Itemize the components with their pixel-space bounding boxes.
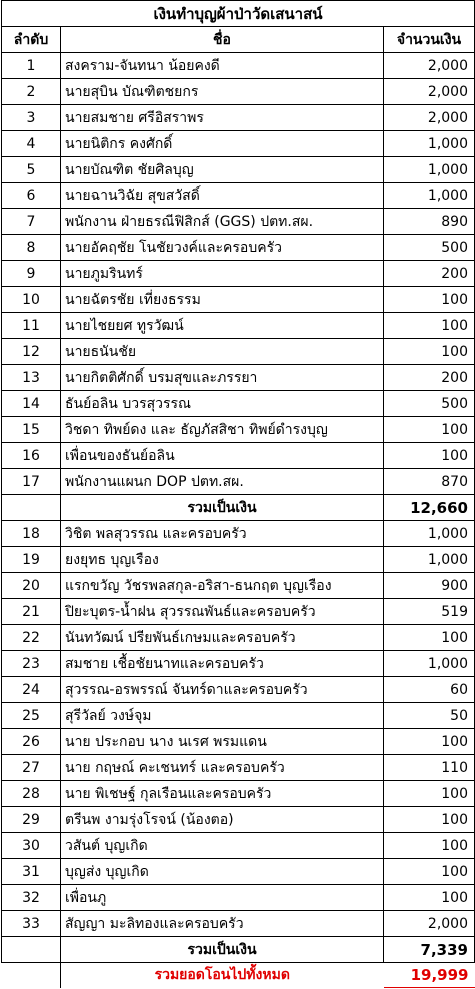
row-number: 15 (2, 417, 61, 443)
subtotal-row-1 (2, 495, 475, 521)
donation-amount: 100 (384, 417, 475, 443)
row-number: 13 (2, 365, 61, 391)
grand-total-row (2, 963, 475, 988)
row-number: 21 (2, 599, 61, 625)
table-row (2, 391, 475, 417)
donor-name: สุวรรณ-อรพรรณ์ จันทร์ดาและครอบครัว (61, 677, 384, 703)
row-number: 27 (2, 755, 61, 781)
row-number: 29 (2, 807, 61, 833)
donation-amount: 60 (384, 677, 475, 703)
donor-name: นาย ประกอบ นาง นเรศ พรมแดน (61, 729, 384, 755)
row-number: 22 (2, 625, 61, 651)
donation-amount: 1,000 (384, 521, 475, 547)
row-number: 32 (2, 885, 61, 911)
grand-total-amount: 19,999 (384, 963, 475, 988)
donation-amount: 100 (384, 625, 475, 651)
subtotal-row-2 (2, 937, 475, 963)
row-number: 16 (2, 443, 61, 469)
donor-name: นายกิตติศักดิ์ บรมสุขและภรรยา (61, 365, 384, 391)
donation-amount: 100 (384, 859, 475, 885)
donor-name: พนักงาน ฝ่ายธรณีฟิสิกส์ (GGS) ปตท.สผ. (61, 209, 384, 235)
donor-name: นายฉัตรชัย เที่ยงธรรม (61, 287, 384, 313)
donation-amount: 1,000 (384, 183, 475, 209)
donation-amount: 2,000 (384, 911, 475, 937)
donor-name: พนักงานแผนก DOP ปตท.สผ. (61, 469, 384, 495)
donor-name: นายภูมรินทร์ (61, 261, 384, 287)
group-1 (2, 53, 475, 495)
donor-name: นายอัคฤชัย โนชัยวงค์และครอบครัว (61, 235, 384, 261)
row-number: 24 (2, 677, 61, 703)
table-row (2, 885, 475, 911)
table-row (2, 417, 475, 443)
donation-amount: 2,000 (384, 53, 475, 79)
donor-name: เพื่อนภู (61, 885, 384, 911)
sheet-title: เงินทำบุญผ้าป่าวัดเสนาสน์ (2, 1, 475, 27)
table-row (2, 781, 475, 807)
table-row (2, 651, 475, 677)
row-number: 10 (2, 287, 61, 313)
donor-name: นายนิติกร คงศักดิ์ (61, 131, 384, 157)
row-number: 14 (2, 391, 61, 417)
donation-amount: 50 (384, 703, 475, 729)
donation-amount: 100 (384, 885, 475, 911)
table-row (2, 833, 475, 859)
grand-total-label: รวมยอดโอนไปทั้งหมด (61, 963, 384, 988)
subtotal-amount: 7,339 (384, 937, 475, 963)
subtotal-spacer (2, 937, 61, 963)
subtotal-spacer (2, 495, 61, 521)
table-row (2, 443, 475, 469)
table-row (2, 131, 475, 157)
table-row (2, 235, 475, 261)
table-row (2, 339, 475, 365)
donation-amount: 2,000 (384, 79, 475, 105)
donor-name: ธันย์อลิน บวรสุวรรณ (61, 391, 384, 417)
donation-amount: 100 (384, 781, 475, 807)
donor-name: แรกขวัญ วัชรพลสกุล-อริสา-ธนกฤต บุญเรือง (61, 573, 384, 599)
donation-amount: 1,000 (384, 651, 475, 677)
donor-name: วิชดา ทิพย์ดง และ ธัญภัสสิชา ทิพย์ดำรงบุญ (61, 417, 384, 443)
grand-total-spacer (2, 963, 61, 988)
donation-amount: 1,000 (384, 547, 475, 573)
header-name: ชื่อ (61, 27, 384, 53)
donation-amount: 100 (384, 339, 475, 365)
table-row (2, 469, 475, 495)
table-row (2, 703, 475, 729)
donation-amount: 890 (384, 209, 475, 235)
subtotal-amount: 12,660 (384, 495, 475, 521)
table-row (2, 729, 475, 755)
donor-name: วิชิต พลสุวรรณ และครอบครัว (61, 521, 384, 547)
donor-name: นายบัณฑิต ชัยศิลบุญ (61, 157, 384, 183)
table-row (2, 105, 475, 131)
table-row (2, 807, 475, 833)
table-row (2, 157, 475, 183)
donor-name: นาย พิเชษฐ์ กุลเรือนและครอบครัว (61, 781, 384, 807)
table-row (2, 677, 475, 703)
donor-name: เพื่อนของธันย์อลิน (61, 443, 384, 469)
donation-amount: 100 (384, 443, 475, 469)
table-row (2, 755, 475, 781)
donor-name: สัญญา มะลิทองและครอบครัว (61, 911, 384, 937)
donor-name: สมชาย เชื้อชัยนาทและครอบครัว (61, 651, 384, 677)
table-row (2, 521, 475, 547)
donor-name: นายไชยยศ ทูรวัฒน์ (61, 313, 384, 339)
donor-name: สุรีวัลย์ วงษ์จุม (61, 703, 384, 729)
table-row (2, 79, 475, 105)
row-number: 8 (2, 235, 61, 261)
donation-amount: 900 (384, 573, 475, 599)
row-number: 26 (2, 729, 61, 755)
subtotal-label: รวมเป็นเงิน (61, 937, 384, 963)
donor-name: นายสมชาย ศรีอิสราพร (61, 105, 384, 131)
row-number: 31 (2, 859, 61, 885)
donor-name: วสันต์ บุญเกิด (61, 833, 384, 859)
donor-name: นายฉานวิฉัย สุขสวัสดิ์ (61, 183, 384, 209)
row-number: 12 (2, 339, 61, 365)
row-number: 33 (2, 911, 61, 937)
row-number: 6 (2, 183, 61, 209)
donation-amount: 1,000 (384, 157, 475, 183)
donor-name: นายธนันชัย (61, 339, 384, 365)
table-row (2, 911, 475, 937)
donation-amount: 200 (384, 261, 475, 287)
donor-name: ปิยะบุตร-น้ำฝน สุวรรณพันธ์และครอบครัว (61, 599, 384, 625)
row-number: 25 (2, 703, 61, 729)
row-number: 30 (2, 833, 61, 859)
title-row (2, 1, 475, 27)
row-number: 1 (2, 53, 61, 79)
group-2 (2, 521, 475, 937)
donation-amount: 2,000 (384, 105, 475, 131)
row-number: 19 (2, 547, 61, 573)
subtotal-label: รวมเป็นเงิน (61, 495, 384, 521)
row-number: 11 (2, 313, 61, 339)
donation-amount: 100 (384, 729, 475, 755)
row-number: 4 (2, 131, 61, 157)
table-row (2, 261, 475, 287)
donation-amount: 519 (384, 599, 475, 625)
donor-name: นายสุบิน บัณฑิตชยกร (61, 79, 384, 105)
row-number: 17 (2, 469, 61, 495)
table-row (2, 573, 475, 599)
row-number: 5 (2, 157, 61, 183)
donor-name: นาย กฤษณ์ คะเชนทร์ และครอบครัว (61, 755, 384, 781)
donation-table (1, 0, 475, 988)
row-number: 28 (2, 781, 61, 807)
donation-amount: 500 (384, 391, 475, 417)
donor-name: สงคราม-จันทนา น้อยคงดี (61, 53, 384, 79)
header-amount: จำนวนเงิน (384, 27, 475, 53)
donation-amount: 100 (384, 287, 475, 313)
table-row (2, 859, 475, 885)
row-number: 23 (2, 651, 61, 677)
donation-amount: 100 (384, 313, 475, 339)
donor-name: ยงยุทธ บุญเรือง (61, 547, 384, 573)
donation-amount: 870 (384, 469, 475, 495)
table-row (2, 599, 475, 625)
donor-name: บุญส่ง บุญเกิด (61, 859, 384, 885)
donation-amount: 110 (384, 755, 475, 781)
donation-amount: 500 (384, 235, 475, 261)
table-row (2, 547, 475, 573)
table-row (2, 183, 475, 209)
table-row (2, 209, 475, 235)
header-no: ลำดับ (2, 27, 61, 53)
row-number: 3 (2, 105, 61, 131)
table-row (2, 625, 475, 651)
donor-name: ตรีนพ งามรุ่งโรจน์ (น้องตอ) (61, 807, 384, 833)
donation-amount: 100 (384, 807, 475, 833)
table-row (2, 365, 475, 391)
donation-amount: 100 (384, 833, 475, 859)
row-number: 9 (2, 261, 61, 287)
donation-amount: 1,000 (384, 131, 475, 157)
table-row (2, 53, 475, 79)
header-row (2, 27, 475, 53)
donor-name: นันทวัฒน์ ปรียพันธ์เกษมและครอบครัว (61, 625, 384, 651)
row-number: 20 (2, 573, 61, 599)
table-row (2, 287, 475, 313)
row-number: 2 (2, 79, 61, 105)
table-row (2, 313, 475, 339)
donation-sheet (1, 0, 474, 988)
row-number: 18 (2, 521, 61, 547)
row-number: 7 (2, 209, 61, 235)
donation-amount: 200 (384, 365, 475, 391)
